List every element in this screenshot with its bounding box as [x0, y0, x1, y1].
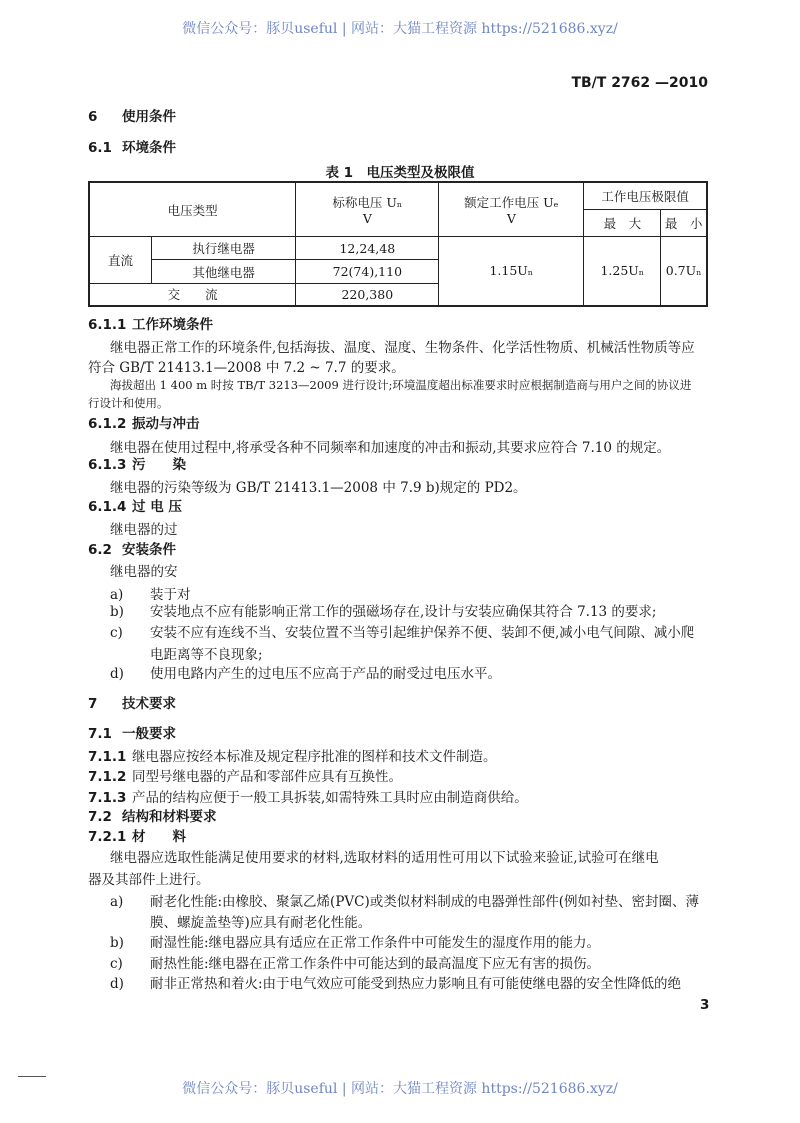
th-min: 最 小: [661, 210, 707, 237]
cell-exec: 执行继电器: [152, 237, 296, 260]
paragraph: 继电器正常工作的环境条件,包括海拔、温度、湿度、生物条件、化学活性物质、机械活性物质等应: [110, 340, 695, 356]
scan-mark: [18, 1076, 46, 1077]
table-caption: 表 1 电压类型及极限值: [325, 165, 475, 181]
clause-7-1-2: 7.1.2 同型号继电器的产品和零部件应具有互换性。: [88, 769, 402, 785]
section-6-1-heading: 6.1 环境条件: [88, 140, 176, 156]
section-7-2-heading: 7.2 结构和材料要求: [88, 809, 217, 825]
list-item: b) 耐湿性能:继电器应具有适应在正常工作条件中可能发生的湿度作用的能力。: [110, 935, 601, 951]
page-number: 3: [700, 997, 710, 1013]
watermark-top: 微信公众号：豚贝useful | 网站：大猫工程资源 https://521686.xyz/: [182, 21, 618, 37]
section-6-1-2-heading: 6.1.2 振动与冲击: [88, 416, 200, 432]
cell-rated: 1.15Uₙ: [439, 237, 584, 306]
cell-other-v: 72(74),110: [296, 260, 439, 284]
section-6-1-4-heading: 6.1.4 过 电 压: [88, 499, 182, 515]
paragraph: 继电器在使用过程中,将承受各种不同频率和加速度的冲击和振动,其要求应符合 7.10 的规定。: [110, 440, 671, 456]
paragraph: 继电器的过: [110, 522, 178, 538]
list-item-cont: 电距离等不良现象;: [150, 647, 263, 663]
cell-min: 0.7Uₙ: [661, 237, 707, 306]
list-item: c) 耐热性能:继电器在正常工作条件中可能达到的最高温度下应无有害的损伤。: [110, 956, 601, 972]
paragraph: 符合 GB/T 21413.1—2008 中 7.2 ~ 7.7 的要求。: [88, 360, 405, 376]
section-6-1-3-heading: 6.1.3 污 染: [88, 457, 186, 473]
list-item: d) 使用电路内产生的过电压不应高于产品的耐受过电压水平。: [110, 666, 501, 682]
th-limit: 工作电压极限值: [584, 182, 707, 210]
section-7-1-heading: 7.1 一般要求: [88, 726, 176, 742]
cell-other: 其他继电器: [152, 260, 296, 284]
paragraph: 器及其部件上进行。: [88, 872, 210, 888]
paragraph: 继电器应选取性能满足使用要求的材料,选取材料的适用性可用以下试验来验证,试验可在继电: [110, 850, 659, 866]
th-rated: 额定工作电压 Uₑ V: [439, 182, 584, 237]
note: 海拔超出 1 400 m 时按 TB/T 3213—2009 进行设计;环境温度超出标准要求时应根据制造商与用户之间的协议进: [110, 378, 692, 392]
clause-7-1-3: 7.1.3 产品的结构应便于一般工具拆装,如需特殊工具时应由制造商供给。: [88, 790, 528, 806]
section-6-2-heading: 6.2 安装条件: [88, 542, 176, 558]
watermark-bottom: 微信公众号：豚贝useful | 网站：大猫工程资源 https://521686.xyz/: [182, 1081, 618, 1097]
section-6-heading: 6 使用条件: [88, 109, 176, 125]
cell-ac: 交 流: [89, 284, 296, 306]
list-item: b) 安装地点不应有能影响正常工作的强磁场存在,设计与安装应确保其符合 7.13 的要求;: [110, 604, 657, 620]
cell-ac-v: 220,380: [296, 284, 439, 306]
th-type: 电压类型: [89, 182, 296, 237]
list-item: d) 耐非正常热和着火:由于电气效应可能受到热应力影响且有可能使继电器的安全性降低的绝: [110, 976, 682, 992]
paragraph: 继电器的污染等级为 GB/T 21413.1—2008 中 7.9 b)规定的 PD2。: [110, 480, 527, 496]
list-item: a) 装于对: [110, 587, 191, 603]
cell-max: 1.25Uₙ: [584, 237, 661, 306]
section-7-2-1-heading: 7.2.1 材 料: [88, 829, 186, 845]
paragraph: 继电器的安: [110, 564, 178, 580]
voltage-table: [88, 181, 708, 307]
list-item: a) 耐老化性能:由橡胶、聚氯乙烯(PVC)或类似材料制成的电器弹性部件(例如衬垫、密封圈、薄: [110, 894, 700, 910]
section-6-1-1-heading: 6.1.1 工作环境条件: [88, 317, 213, 333]
list-item-cont: 膜、螺旋盖垫等)应具有耐老化性能。: [150, 915, 372, 931]
section-7-heading: 7 技术要求: [88, 696, 176, 712]
cell-dc: 直流: [89, 237, 152, 284]
clause-7-1-1: 7.1.1 继电器应按经本标准及规定程序批准的图样和技术文件制造。: [88, 749, 497, 765]
th-max: 最 大: [584, 210, 661, 237]
cell-exec-v: 12,24,48: [296, 237, 439, 260]
list-item: c) 安装不应有连线不当、安装位置不当等引起维护保养不便、装卸不便,减小电气间隙、减小爬: [110, 625, 695, 641]
standard-number: TB/T 2762 —2010: [571, 75, 708, 91]
th-nominal: 标称电压 Uₙ V: [296, 182, 439, 237]
note: 行设计和使用。: [88, 396, 169, 410]
